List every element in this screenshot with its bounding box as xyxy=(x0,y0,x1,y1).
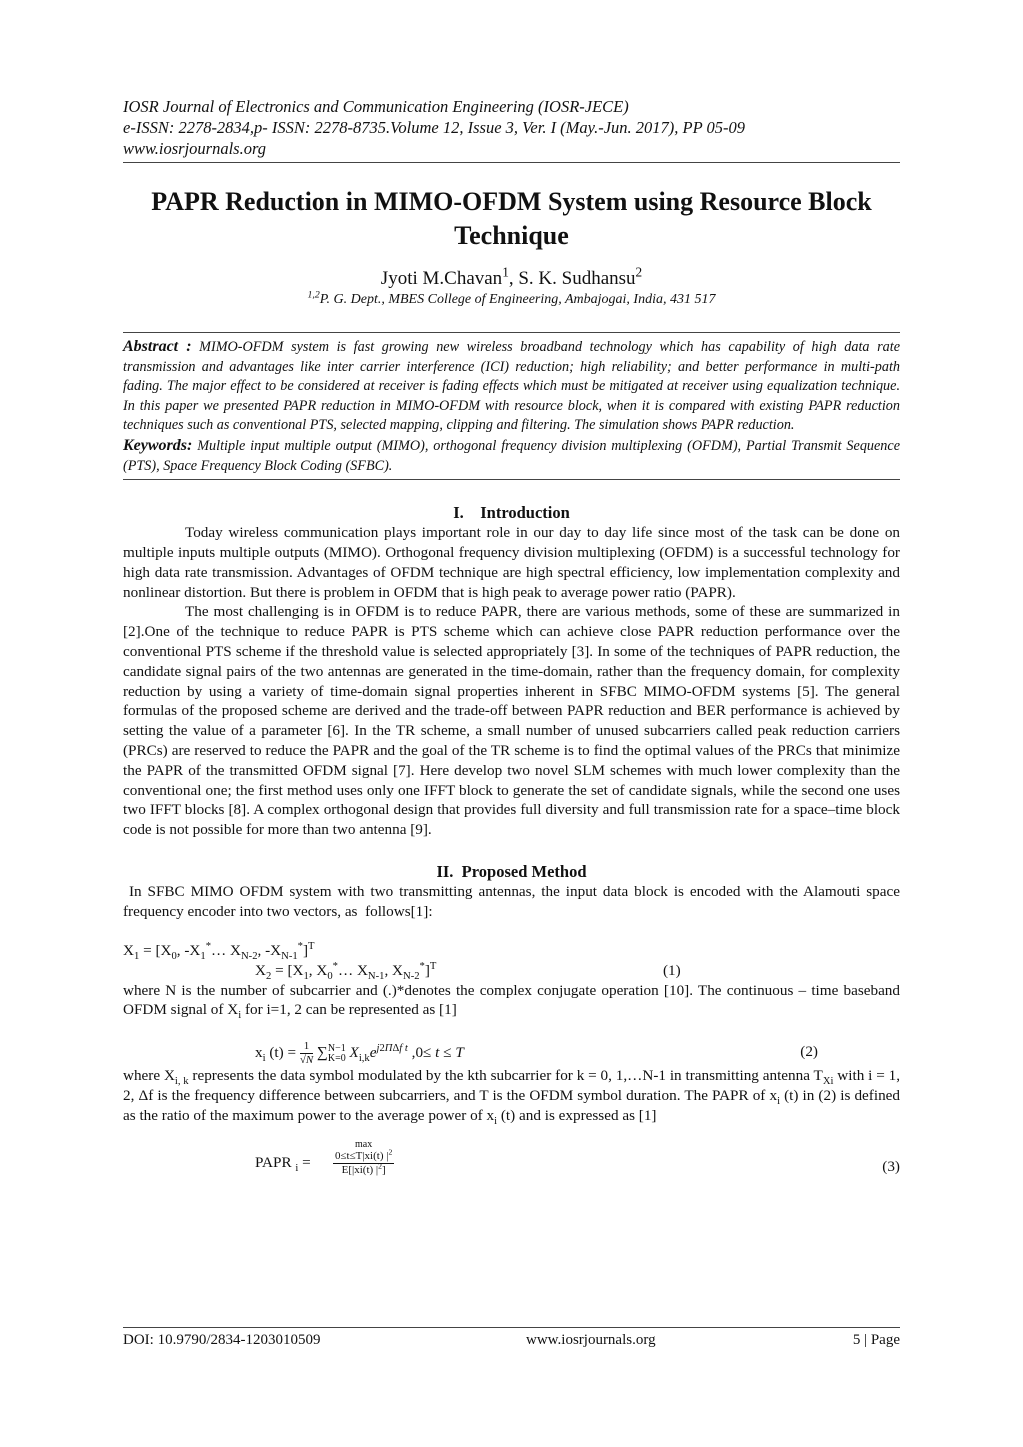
equation-1-number: (1) xyxy=(663,961,681,979)
author-1: Jyoti M.Chavan xyxy=(380,268,503,289)
journal-issn: e-ISSN: 2278-2834,p- ISSN: 2278-8735.Volume 12, Issue 3, Ver. I (May.-Jun. 2017), PP 05-09 xyxy=(123,118,746,137)
equation-2: $x_i$ (t) = $\frac{1}{√N}$ ∑N−1 K=0 $X_{i,k}e^{j2\Pi\Delta f t}$ ,0≤ t ≤ T (2) xyxy=(255,1040,818,1067)
equation-3-number: (3) xyxy=(882,1158,900,1176)
footer-page-number: 5 | Page xyxy=(852,1332,900,1348)
equation-1a: $X_1 = [X_0$, $-X_1^*\dots$ $X_{N-2}$, $-X_{N-1}^*]^T$ xyxy=(123,940,315,962)
title-line-1: PAPR Reduction in MIMO-OFDM System using Resource Block xyxy=(151,187,872,216)
journal-website: www.iosrjournals.org xyxy=(123,139,267,158)
affiliation xyxy=(123,291,900,309)
affiliation-mark: 1,2 xyxy=(307,289,320,301)
abstract-bottom-rule xyxy=(123,479,900,480)
footer-rule xyxy=(123,1327,900,1328)
keywords-label: Keywords: xyxy=(123,436,193,454)
section-2-heading: II. Proposed Method xyxy=(436,861,587,881)
footer-website: www.iosrjournals.org xyxy=(526,1332,656,1348)
title-line-2: Technique xyxy=(454,221,569,250)
paper-title xyxy=(123,185,900,253)
author-1-mark: 1 xyxy=(502,264,509,280)
author-2: S. K. Sudhansu xyxy=(518,268,636,289)
journal-header xyxy=(123,96,900,159)
abstract-label: Abstract : xyxy=(123,338,192,355)
equation-3: PAPR $_i$ = max 0≤t≤T|xi(t) $|^2$ E[|xi(t) $|^2$] (3) xyxy=(255,1139,900,1177)
paper-page xyxy=(123,96,904,1185)
equation-2-number: (2) xyxy=(800,1043,818,1061)
section-1-body xyxy=(123,523,900,840)
intro-paragraph-2: The most challenging is in OFDM is to reduce PAPR, there are various methods, some of these are summarized in [2].One of the technique to reduce PAPR is PTS scheme which can achieve close PAPR reduction performance over the conventional PTS scheme if the threshold value is selected appropriately [3]. In some of the techniques of PAPR reduction, the candidate signal pairs of the two antennas are generated in the time-domain, rather than the frequency domain, for complexity reduction by using a variety of time-domain signal properties inherent in SFBC MIMO-OFDM systems [5]. The general formulas of the proposed scheme are derived and the trade-off between PAPR reduction and BER performance is achieved by setting the value of a parameter [6]. In the TR scheme, a small number of unused subcarriers called peak reduction carriers (PRCs) are reserved to reduce the PAPR and the goal of the TR scheme is to find the optimal values of the PRCs that minimize the PAPR of the transmitted OFDM signal [7]. Here develop two novel SLM schemes with much lower complexity than the conventional one; the first method uses only one IFFT block to generate the set of candidate signals, while the second one uses two IFFT blocks [8]. A complex orthogonal design that provides full diversity and full transmission rate for a space–time block code is not possible for more than two antenna [9]. xyxy=(123,603,900,839)
header-rule xyxy=(123,162,900,163)
abstract xyxy=(123,337,900,436)
abstract-top-rule xyxy=(123,332,900,333)
equation-1b: $X_2 = [X_1$, $X_0^*\dots$ $X_{N-1}$, $X_{N-2}^*]^T$ (1) xyxy=(255,960,681,982)
section-2-body xyxy=(123,882,904,922)
abstract-text: MIMO-OFDM system is fast growing new wireless broadband technology which has capability of high data rate transmission and advantages like inter carrier interference (ICI) reduction; high reliability; and better performance in multi-path fading. The major effect to be considered at receiver is fading effects which must be mitigated at receiver using equalization technique. In this paper we presented PAPR reduction in MIMO-OFDM with resource block, when it is compared with existing PAPR reduction techniques such as conventional PTS, selected mapping, clipping and filtering. The simulation shows PAPR reduction. xyxy=(123,339,900,434)
intro-paragraph-1: Today wireless communication plays important role in our day to day life since most of the task can be done on multiple inputs multiple outputs (MIMO). Orthogonal frequency division multiplexing (OFDM) is a successful technology for high data rate transmission. Advantages of OFDM technique are high spectral efficiency, low implementation complexity and nonlinear distortion. But there is problem in OFDM that is high peak to average power ratio (PAPR). xyxy=(123,524,900,601)
affiliation-text: P. G. Dept., MBES College of Engineering, Ambajogai, India, 431 517 xyxy=(319,292,716,307)
author-separator: , xyxy=(508,268,519,289)
method-paragraph-2: where N is the number of subcarrier and (.)*denotes the complex conjugate operation [10]. The continuous – time baseband OFDM signal of $X_i$ for i=1, 2 can be represented as [1] xyxy=(123,981,900,1022)
method-paragraph-1: In SFBC MIMO OFDM system with two transmitting antennas, the input data block is encoded with the Alamouti space frequency encoder into two vectors, as follows[1]: xyxy=(123,882,904,920)
author-2-mark: 2 xyxy=(635,264,643,280)
section-1-heading: I. Introduction xyxy=(453,503,570,523)
footer-doi: DOI: 10.9790/2834-1203010509 xyxy=(123,1332,321,1348)
method-paragraph-3: where $X_{i, k}$ represents the data symbol modulated by the kth subcarrier for k = 0, 1,…N-1 in transmitting antenna $T_{Xi}$ with i = 1, 2, Δf is the frequency difference between subcarriers, and T is the OFDM symbol duration. The PAPR of $x_i$ (t) in (2) is defined as the ratio of the maximum power to the average power of $x_i$ (t) and is expressed as [1] xyxy=(123,1067,900,1127)
keywords xyxy=(123,436,900,476)
author-list xyxy=(123,264,900,291)
keywords-text: Multiple input multiple output (MIMO), orthogonal frequency division multiplexing (OFDM), Partial Transmit Sequence (PTS), Space Frequency Block Coding (SFBC). xyxy=(123,437,900,474)
journal-name: IOSR Journal of Electronics and Communication Engineering (IOSR-JECE) xyxy=(123,97,629,116)
abstract-block xyxy=(123,337,900,476)
